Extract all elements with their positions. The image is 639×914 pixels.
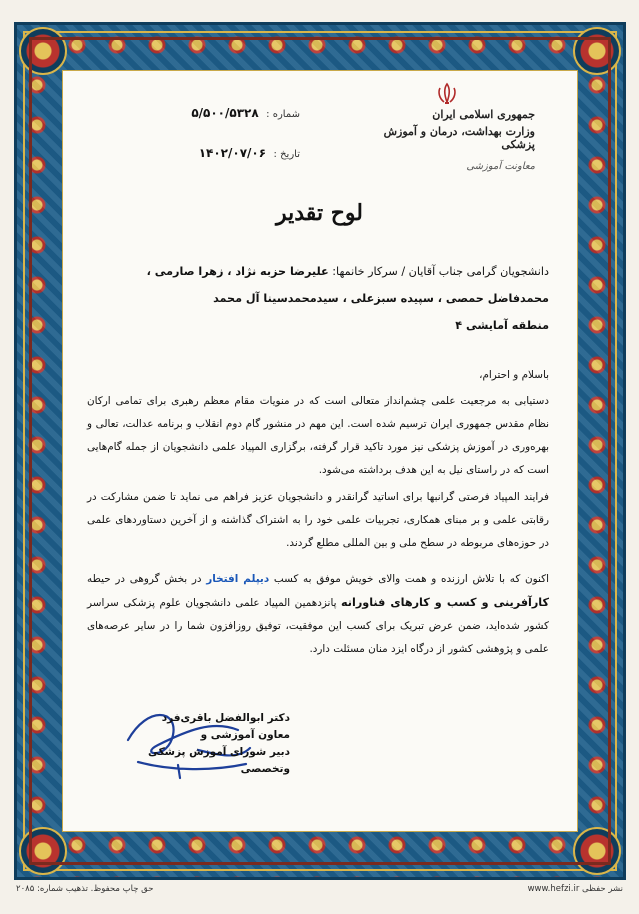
paragraph-3 bbox=[87, 568, 549, 661]
competition-field: کارآفرینی و کسب و کارهای فناورانه bbox=[341, 596, 550, 609]
recipients-names-1: علیرضا حزبه نژاد ، زهرا صارمی ، bbox=[146, 265, 329, 278]
ministry-line-1: جمهوری اسلامی ایران bbox=[432, 108, 535, 121]
paragraph-2: فرایند المپیاد فرصتی گرانبها برای اساتید گرانقدر و دانشجویان عزیز فراهم می نماید تا ضمن مشارکت در رقابتی علمی و بر مبنای همکاری، تجربیات علمی خود را به اشتراک گذاشته و از آخرین دستاوردهای علمی در حوزه‌های مربوطه در سطح ملی و بین المللی مطلع گردند. bbox=[87, 491, 549, 549]
number-value: ۵/۵۰۰/۵۳۲۸ bbox=[191, 106, 259, 120]
ministry-header bbox=[365, 108, 535, 172]
certificate-title: لوح تقدیر bbox=[276, 200, 363, 226]
ministry-line-2: وزارت بهداشت، درمان و آموزش پزشکی bbox=[383, 125, 535, 151]
document-number bbox=[130, 106, 300, 120]
signature-block bbox=[110, 710, 290, 778]
date-value: ۱۴۰۲/۰۷/۰۶ bbox=[198, 146, 267, 160]
recipients-line-1 bbox=[87, 258, 549, 285]
corner-ornament-icon bbox=[19, 827, 67, 875]
paragraph-3-part-1: اکنون که با تلاش ارزنده و همت والای خویش موفق به کسب bbox=[273, 573, 549, 585]
corner-ornament-icon bbox=[19, 27, 67, 75]
number-label: شماره : bbox=[266, 109, 300, 120]
corner-ornament-icon bbox=[573, 827, 621, 875]
paragraph-3-part-2: در بخش گروهی در حیطه bbox=[87, 573, 202, 585]
recipients-prefix: دانشجویان گرامی جناب آقایان / سرکار خانمها: bbox=[332, 265, 549, 278]
recipients-line-2: محمدفاضل حمصی ، سپیده سبزعلی ، سیدمحمدسینا آل محمد bbox=[213, 292, 549, 305]
document-date bbox=[130, 146, 300, 160]
signer-name: دکتر ابوالفضل باقری‌فرد bbox=[161, 712, 290, 724]
paragraph-1: دستیابی به مرجعیت علمی چشم‌انداز متعالی است که در منویات مقام معظم رهبری برای تمامی ارکان نظام مقدس جمهوری ایران ترسیم شده است. این مهم در منشور گام دوم انقلاب و برنامه عدالت، تعالی و بهره‌وری در آموزش پزشکی نیز مورد تاکید قرار گرفته، برگزاری المپیاد علمی دانشجویان از جمله گام‌هایی است که در راستای نیل به این هدف برداشته می‌شود. bbox=[87, 395, 549, 476]
footer bbox=[16, 884, 623, 894]
footer-publisher: نشر حفظی www.hefzi.ir bbox=[527, 884, 623, 894]
paragraph-3-part-3: پانزدهمین المپیاد علمی دانشجویان علوم پزشکی سراسر کشور شده‌اید، ضمن عرض تبریک برای کسب این موفقیت، توفیق روزافزون شما را در سایر عرصه‌های علمی و پژوهشی کشور از درگاه ایزد منان مسئلت دارد. bbox=[87, 597, 549, 655]
recipients-block bbox=[87, 258, 549, 339]
iran-emblem-icon bbox=[432, 82, 462, 106]
signer-role-1: معاون آموزشی و bbox=[200, 729, 290, 741]
award-title: دیپلم افتخار bbox=[206, 573, 270, 585]
corner-ornament-icon bbox=[573, 27, 621, 75]
greeting: باسلام و احترام، bbox=[479, 369, 549, 381]
signer-role-2: دبیر شورای آموزش پزشکی وتخصصی bbox=[147, 746, 290, 775]
ministry-line-3: معاونت آموزشی bbox=[466, 161, 535, 172]
date-label: تاریخ : bbox=[273, 149, 300, 160]
footer-copyright: حق چاپ محفوظ. تذهیب شماره: ۲۰۸۵ bbox=[16, 884, 154, 894]
recipients-region: منطقه آمایشی ۴ bbox=[455, 319, 549, 332]
